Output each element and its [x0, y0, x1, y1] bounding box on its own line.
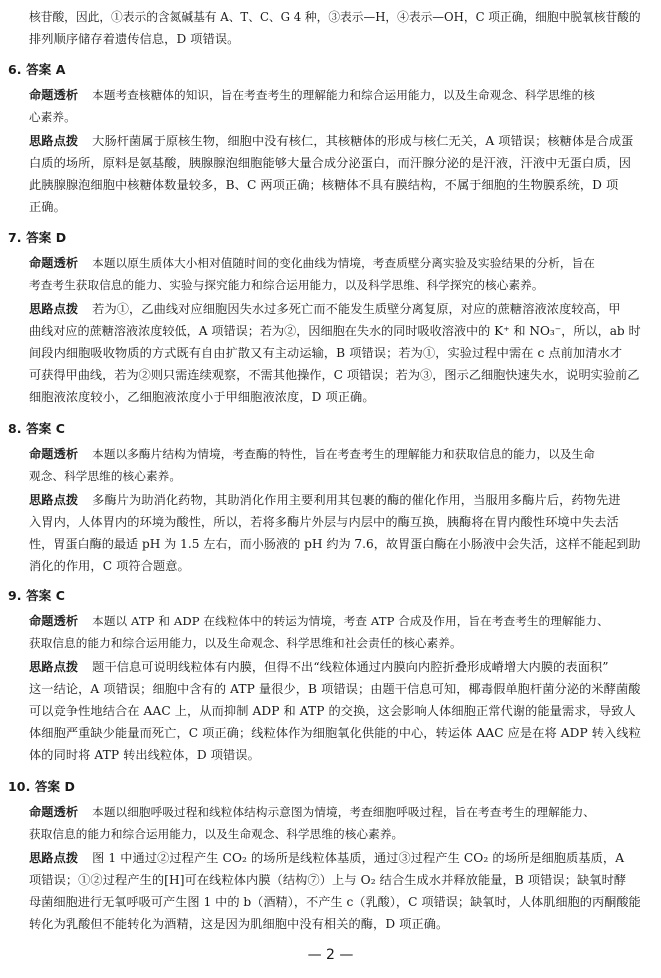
text-line: 本题以多酶片结构为情境，考查酶的特性，旨在考查考生的理解能力和获取信息的能力，以及生命 — [92, 447, 595, 461]
text-line: 心素养。 — [29, 110, 76, 124]
text-line: 项错误；①②过程产生的[H]可在线粒体内膜（结构⑦）上与 O₂ 结合生成水并释放能量，B 项错误；缺氧时酵 — [29, 873, 627, 887]
answer-line: 9. 答案 C — [8, 588, 66, 603]
intro-paragraph — [29, 6, 641, 50]
text-line: 此胰腺腺泡细胞中核糖体数量较多，B、C 两项正确；核糖体不具有膜结构，不属于细胞的生物膜系统，D 项 — [29, 178, 619, 192]
text-line: 核苷酸，因此，①表示的含氮碱基有 A、T、C、G 4 种，③表示—H，④表示—OH，C 项正确，细胞中脱氧核苷酸的 — [29, 10, 641, 24]
mingti-label: 命题透析 — [29, 447, 79, 461]
text-line: 图 1 中通过②过程产生 CO₂ 的场所是线粒体基质，通过③过程产生 CO₂ 的场所是细胞质基质，A — [92, 851, 625, 865]
silu-paragraph — [29, 656, 641, 766]
text-line: 本题以原生质体大小相对值随时间的变化曲线为情境，考查质壁分离实验及实验结果的分析，旨在 — [92, 256, 595, 270]
mingti-label: 命题透析 — [29, 805, 79, 819]
text-line: 细胞液浓度较小，乙细胞液浓度小于甲细胞液浓度，D 项正确。 — [29, 390, 375, 404]
text-line: 观念、科学思维的核心素养。 — [29, 469, 182, 483]
text-line: 曲线对应的蔗糖溶液浓度较低，A 项错误；若为②，因细胞在失水的同时吸收溶液中的 K⁺ 和 NO₃⁻，所以，ab 时 — [29, 324, 641, 338]
text-line: 转化为乳酸但不能转化为酒精，这是因为肌细胞中没有相关的酶，D 项正确。 — [29, 917, 449, 931]
text-line: 多酶片为助消化药物，其助消化作用主要利用其包裹的酶的催化作用，当服用多酶片后，药物先进 — [92, 493, 621, 507]
silu-label: 思路点拨 — [29, 493, 79, 507]
silu-label: 思路点拨 — [29, 660, 79, 674]
answer-line: 10. 答案 D — [8, 779, 76, 794]
mingti-paragraph — [29, 84, 641, 128]
text-line: 排列顺序储存着遗传信息，D 项错误。 — [29, 32, 240, 46]
text-line: 正确。 — [29, 200, 66, 214]
text-line: 消化的作用，C 项符合题意。 — [29, 559, 190, 573]
text-line: 这一结论，A 项错误；细胞中含有的 ATP 量很少，B 项错误；由题干信息可知，椰毒假单胞杆菌分泌的米酵菌酸 — [29, 682, 641, 696]
page-number: — 2 — — [307, 947, 354, 963]
mingti-paragraph — [29, 801, 641, 845]
mingti-paragraph — [29, 252, 641, 296]
text-line: 体的同时将 ATP 转出线粒体，D 项错误。 — [29, 748, 260, 762]
silu-label: 思路点拨 — [29, 134, 79, 148]
text-line: 体细胞严重缺少能量而死亡，C 项正确；线粒体作为细胞氧化供能的中心，转运体 AAC 应是在将 ADP 转入线粒 — [29, 726, 641, 740]
mingti-paragraph — [29, 443, 641, 487]
text-line: 获取信息的能力和综合运用能力，以及生命观念、科学思维的核心素养。 — [29, 827, 404, 841]
silu-label: 思路点拨 — [29, 302, 79, 316]
text-line: 考查考生获取信息的能力、实验与探究能力和综合运用能力，以及科学思维、科学探究的核心素养。 — [29, 278, 544, 292]
text-line: 白质的场所，原料是氨基酸，胰腺腺泡细胞能够大量合成分泌蛋白，而汗腺分泌的是汗液，汗液中无蛋白质，因 — [29, 156, 632, 170]
text-line: 本题考查核糖体的知识，旨在考查考生的理解能力和综合运用能力，以及生命观念、科学思维的核 — [92, 88, 595, 102]
mingti-paragraph — [29, 610, 641, 654]
text-line: 本题以细胞呼吸过程和线粒体结构示意图为情境，考查细胞呼吸过程，旨在考查考生的理解能力、 — [92, 805, 595, 819]
silu-paragraph — [29, 298, 641, 408]
text-line: 本题以 ATP 和 ADP 在线粒体中的转运为情境，考查 ATP 合成及作用，旨在考查考生的理解能力、 — [92, 614, 609, 628]
silu-paragraph — [29, 847, 641, 935]
silu-label: 思路点拨 — [29, 851, 79, 865]
mingti-label: 命题透析 — [29, 88, 79, 102]
text-line: 获取信息的能力和综合运用能力，以及生命观念、科学思维和社会责任的核心素养。 — [29, 636, 462, 650]
mingti-label: 命题透析 — [29, 256, 79, 270]
text-line: 母菌细胞进行无氧呼吸可产生图 1 中的 b（酒精），不产生 c（乳酸），C 项错误；缺氧时，人体肌细胞的丙酮酸能 — [29, 895, 641, 909]
text-line: 可以竞争性地结合在 AAC 上，从而抑制 ADP 和 ATP 的交换，这会影响人体细胞正常代谢的能量需求，导致人 — [29, 704, 636, 718]
silu-paragraph — [29, 130, 641, 218]
silu-paragraph — [29, 489, 641, 577]
text-line: 间段内细胞吸收物质的方式既有自由扩散又有主动运输，B 项错误；若为①，实验过程中需在 c 点前加清水才 — [29, 346, 623, 360]
answer-line: 6. 答案 A — [8, 62, 66, 77]
answer-line: 7. 答案 D — [8, 230, 67, 245]
text-line: 若为①，乙曲线对应细胞因失水过多死亡而不能发生质壁分离复原，对应的蔗糖溶液浓度较高，甲 — [92, 302, 621, 316]
answer-line: 8. 答案 C — [8, 421, 66, 436]
text-line: 大肠杆菌属于原核生物，细胞中没有核仁，其核糖体的形成与核仁无关，A 项错误；核糖体是合成蛋 — [92, 134, 634, 148]
mingti-label: 命题透析 — [29, 614, 79, 628]
text-line: 题干信息可说明线粒体有内膜，但得不出“线粒体通过内膜向内腔折叠形成嵴增大内膜的表面积” — [92, 660, 609, 674]
text-line: 性，胃蛋白酶的最适 pH 为 1.5 左右，而小肠液的 pH 约为 7.6，故胃蛋白酶在小肠液中会失活，这样不能起到助 — [29, 537, 641, 551]
text-line: 可获得甲曲线，若为②则只需连续观察，不需其他操作，C 项错误；若为③，图示乙细胞快速失水，说明实验前乙 — [29, 368, 640, 382]
text-line: 入胃内，人体胃内的环境为酸性，所以，若将多酶片外层与内层中的酶互换，胰酶将在胃内酸性环境中失去活 — [29, 515, 619, 529]
